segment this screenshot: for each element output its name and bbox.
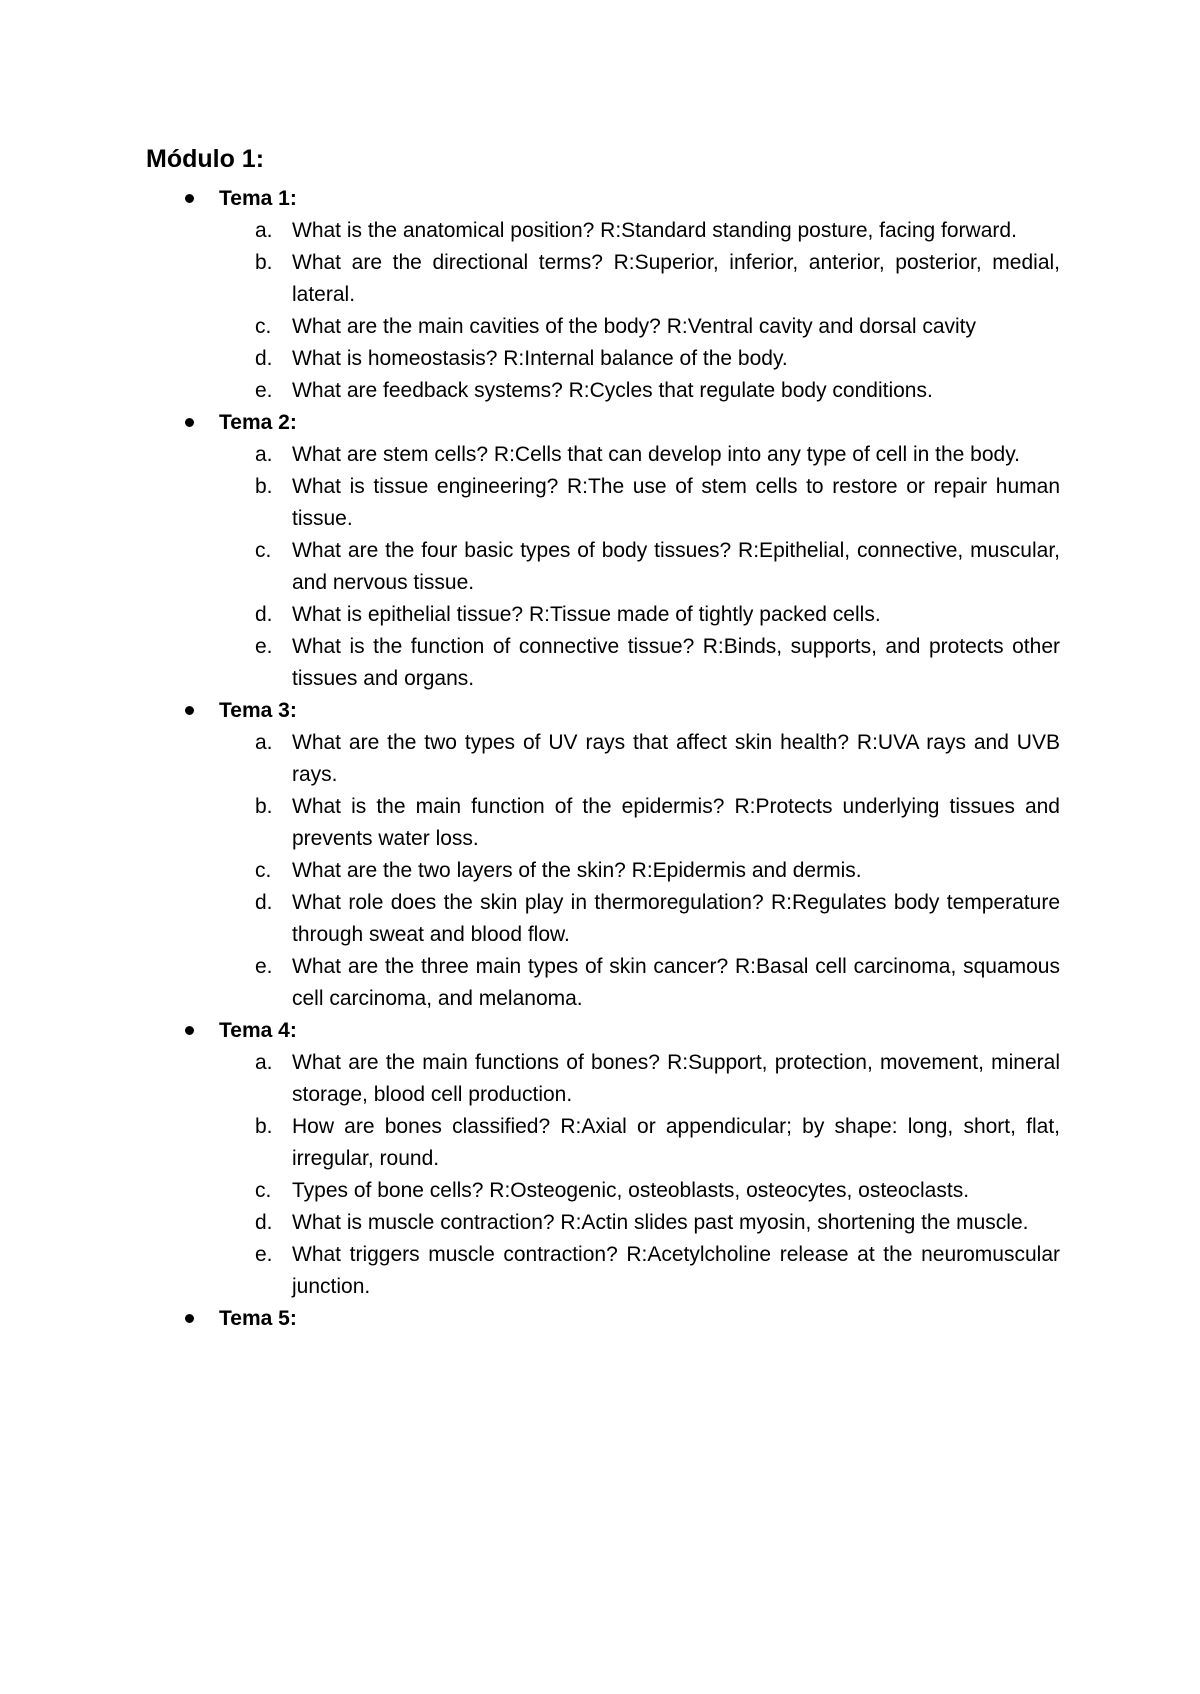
question-marker: e. — [255, 635, 273, 658]
question-item — [0, 247, 1200, 311]
question-marker: e. — [255, 1243, 273, 1266]
question-text: What are stem cells? R:Cells that can develop into any type of cell in the body. — [292, 443, 1020, 466]
question-marker: b. — [255, 475, 273, 498]
question-item — [0, 375, 1200, 407]
question-text: What are feedback systems? R:Cycles that regulate body conditions. — [292, 379, 933, 402]
question-item — [0, 631, 1200, 695]
question-marker: e. — [255, 955, 273, 978]
question-text: What is muscle contraction? R:Actin slides past myosin, shortening the muscle. — [292, 1211, 1029, 1234]
question-text: What is homeostasis? R:Internal balance of the body. — [292, 347, 788, 370]
topic-item — [0, 183, 1200, 407]
topic-item — [0, 407, 1200, 695]
question-item — [0, 1111, 1200, 1175]
question-marker: d. — [255, 603, 273, 626]
topic-label: Tema 2: — [219, 411, 297, 434]
question-text: What is tissue engineering? R:The use of stem cells to restore or repair human tissue. — [292, 475, 1060, 530]
question-marker: a. — [255, 1051, 273, 1074]
bullet-icon — [185, 706, 194, 715]
topic-heading — [0, 1015, 1200, 1047]
question-marker: d. — [255, 347, 273, 370]
question-item — [0, 535, 1200, 599]
question-marker: c. — [255, 315, 272, 338]
bullet-icon — [185, 418, 194, 427]
topic-list — [0, 183, 1200, 1335]
question-item — [0, 215, 1200, 247]
question-text: What role does the skin play in thermoregulation? R:Regulates body temperature through sweat and blood flow. — [292, 891, 1060, 946]
question-text: What is epithelial tissue? R:Tissue made of tightly packed cells. — [292, 603, 881, 626]
topic-heading — [0, 1303, 1200, 1335]
question-marker: c. — [255, 539, 272, 562]
question-marker: d. — [255, 1211, 273, 1234]
question-item — [0, 1047, 1200, 1111]
question-marker: b. — [255, 1115, 273, 1138]
question-item — [0, 1207, 1200, 1239]
question-text: What is the main function of the epidermis? R:Protects underlying tissues and prevents water loss. — [292, 795, 1060, 850]
question-marker: a. — [255, 443, 273, 466]
question-marker: e. — [255, 379, 273, 402]
question-marker: d. — [255, 891, 273, 914]
question-item — [0, 791, 1200, 855]
topic-label: Tema 1: — [219, 187, 297, 210]
question-text: What triggers muscle contraction? R:Acetylcholine release at the neuromuscular junction. — [292, 1243, 1060, 1298]
question-item — [0, 1175, 1200, 1207]
question-item — [0, 311, 1200, 343]
topic-heading — [0, 407, 1200, 439]
bullet-icon — [185, 1314, 194, 1323]
question-text: What is the function of connective tissue? R:Binds, supports, and protects other tissues and organs. — [292, 635, 1060, 690]
question-marker: c. — [255, 1179, 272, 1202]
question-list — [0, 215, 1200, 407]
question-text: What are the main cavities of the body? R:Ventral cavity and dorsal cavity — [292, 315, 977, 338]
question-item — [0, 1239, 1200, 1303]
question-text: How are bones classified? R:Axial or appendicular; by shape: long, short, flat, irregular, round. — [292, 1115, 1060, 1170]
question-list — [0, 1047, 1200, 1303]
question-marker: a. — [255, 219, 273, 242]
topic-item — [0, 1303, 1200, 1335]
question-list — [0, 727, 1200, 1015]
topic-item — [0, 695, 1200, 1015]
topic-heading — [0, 183, 1200, 215]
topic-label: Tema 3: — [219, 699, 297, 722]
topic-label: Tema 5: — [219, 1307, 297, 1330]
question-text: What are the two layers of the skin? R:Epidermis and dermis. — [292, 859, 862, 882]
question-item — [0, 599, 1200, 631]
topic-label: Tema 4: — [219, 1019, 297, 1042]
question-marker: b. — [255, 251, 273, 274]
question-text: What is the anatomical position? R:Standard standing posture, facing forward. — [292, 219, 1017, 242]
question-text: What are the two types of UV rays that affect skin health? R:UVA rays and UVB rays. — [292, 731, 1060, 786]
question-marker: c. — [255, 859, 272, 882]
question-item — [0, 855, 1200, 887]
topic-heading — [0, 695, 1200, 727]
module-title: Módulo 1: — [146, 145, 265, 173]
question-text: What are the three main types of skin cancer? R:Basal cell carcinoma, squamous cell carcinoma, and melanoma. — [292, 955, 1060, 1010]
bullet-icon — [185, 1026, 194, 1035]
question-text: What are the four basic types of body tissues? R:Epithelial, connective, muscular, and nervous tissue. — [292, 539, 1060, 594]
question-list — [0, 439, 1200, 695]
question-marker: b. — [255, 795, 273, 818]
question-text: Types of bone cells? R:Osteogenic, osteoblasts, osteocytes, osteoclasts. — [292, 1179, 970, 1202]
bullet-icon — [185, 194, 194, 203]
question-text: What are the directional terms? R:Superior, inferior, anterior, posterior, medial, lateral. — [292, 251, 1060, 306]
topic-item — [0, 1015, 1200, 1303]
question-item — [0, 343, 1200, 375]
question-item — [0, 727, 1200, 791]
question-text: What are the main functions of bones? R:Support, protection, movement, mineral storage, blood cell production. — [292, 1051, 1060, 1106]
question-item — [0, 887, 1200, 951]
question-item — [0, 471, 1200, 535]
question-item — [0, 439, 1200, 471]
question-item — [0, 951, 1200, 1015]
question-marker: a. — [255, 731, 273, 754]
